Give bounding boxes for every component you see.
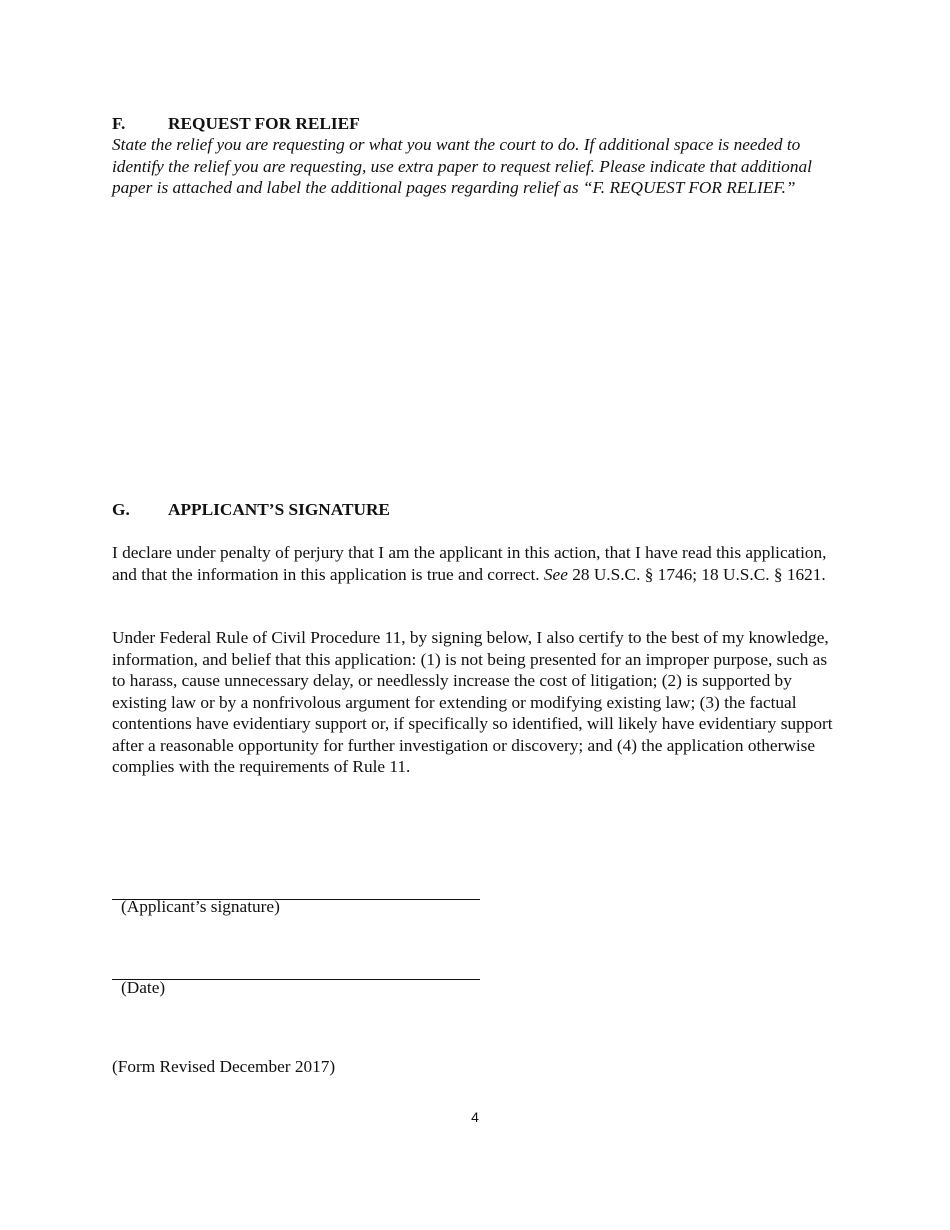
page-number: 4 <box>471 1109 479 1125</box>
signature-label: (Applicant’s signature) <box>121 897 280 916</box>
section-f-instructions: State the relief you are requesting or what you want the court to do. If additional space is needed to identify the relief you are requesting, use extra paper to request relief. Please indicate that additional paper is attached and label the additional pages regarding relief as “F. REQUEST FOR RELIEF.” <box>112 135 812 197</box>
section-f-title: REQUEST FOR RELIEF <box>168 114 360 133</box>
date-line <box>112 979 480 980</box>
declaration-citation: 28 U.S.C. § 1746; 18 U.S.C. § 1621. <box>567 564 826 584</box>
declaration-see: See <box>543 564 568 584</box>
declaration-paragraph <box>112 542 840 585</box>
form-revision-note: (Form Revised December 2017) <box>112 1057 336 1076</box>
section-f-letter: F. <box>112 114 126 133</box>
section-g-heading <box>112 499 390 521</box>
declaration-text: I declare under penalty of perjury that I am the applicant in this action, that I have read this application, and that the information in this application is true and correct. <box>112 543 827 584</box>
section-f-heading <box>112 113 360 135</box>
rule-11-paragraph: Under Federal Rule of Civil Procedure 11, by signing below, I also certify to the best of my knowledge, information, and belief that this application: (1) is not being presented for an improper purpose, such as to harass, cause unnecessary delay, or needlessly increase the cost of litigation; (2) is supported by existing law or by a nonfrivolous argument for extending or modifying existing law; (3) the factual contentions have evidentiary support or, if specifically so identified, will likely have evidentiary support after a reasonable opportunity for further investigation or discovery; and (4) the application otherwise complies with the requirements of Rule 11. <box>112 628 833 776</box>
section-g-title: APPLICANT’S SIGNATURE <box>168 500 390 519</box>
section-g-letter: G. <box>112 500 130 519</box>
date-label: (Date) <box>121 978 166 997</box>
